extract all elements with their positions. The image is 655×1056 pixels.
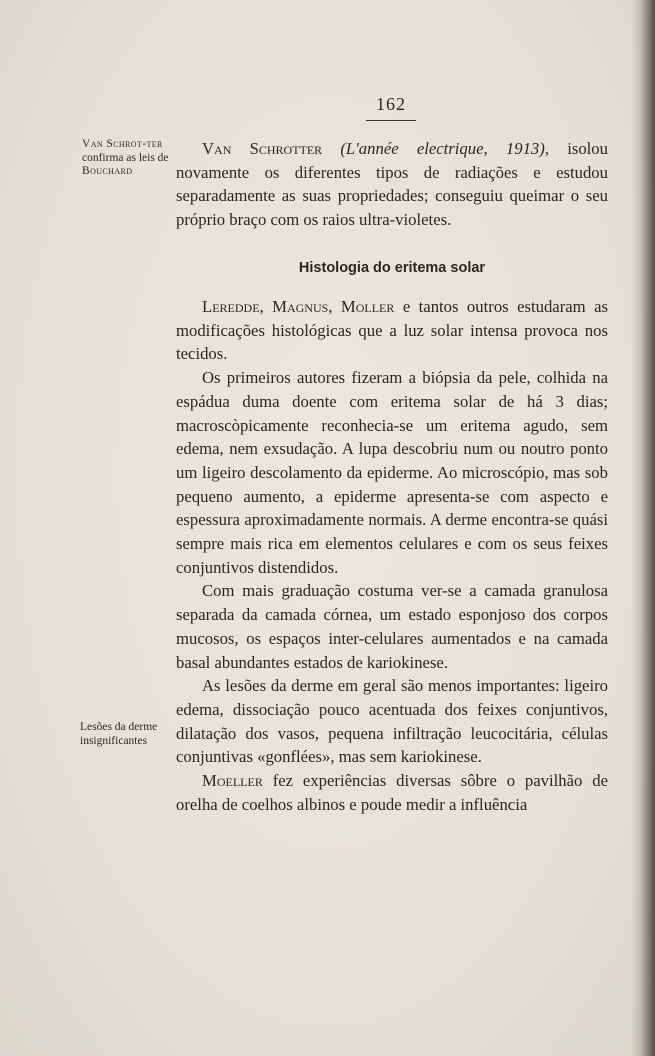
margin-note-lead: Van Schrot-ter	[82, 138, 163, 150]
author-names: Leredde, Magnus, Moller	[202, 297, 395, 316]
author-name: Moeller	[202, 771, 263, 791]
citation: (L'année electrique, 1913)	[340, 139, 545, 158]
paragraph-moeller	[176, 769, 608, 816]
book-spine-shadow	[631, 0, 655, 1056]
paragraph-biopsia: Os primeiros autores fizeram a biópsia da pele, colhida na espádua duma doente com eritema solar de há 3 dias; macroscòpicamente reconhecia-se um eritema agudo, sem edema, nem exsudação. A lupa descobriu num ou noutro ponto um ligeiro descolamento da epiderme. Ao microscópio, mas sob pequeno aumento, a epiderme apresenta-se com aspecto e espessura aproximadamente normais. A derme encontra-se quási sempre mais rica em elementos celulares e com os seus feixes conjuntivos distendidos.	[176, 368, 608, 577]
page-number-rule	[366, 120, 416, 121]
author-name: Van Schrotter	[202, 139, 323, 158]
paragraph-lesoes: As lesões da derme em geral são menos importantes: ligeiro edema, dissociação pouco acentuada dos feixes conjuntivos, dilatação dos vasos, pequena infiltração leucocitária, células conjuntivas «gonflées», mas sem kariokinese.	[176, 676, 608, 767]
paragraph-leredde	[176, 295, 608, 366]
paragraph-intro	[176, 137, 608, 232]
paragraph-text: fez experiências diversas sôbre o pavilhão de orelha de coelhos albinos e poude medir a influência	[176, 771, 608, 814]
paragraph-text: e tantos outros estudaram as modificações histológicas que a luz solar intensa provoca nos tecidos.	[176, 297, 608, 364]
page-number: 162	[376, 94, 406, 114]
margin-note-tail: Bouchard	[82, 165, 133, 177]
paragraph-text: , isolou novamente os diferentes tipos de radiações e estudou separadamente as suas propriedades; conseguiu queimar o seu próprio braço com os raios ultra-violetes.	[176, 139, 608, 230]
paragraph-graduacao: Com mais graduação costuma ver-se a camada granulosa separada da camada córnea, um estado esponjoso dos corpos mucosos, os espaços inter-celulares aumentados e na camada basal abundantes estados de kariokinese.	[176, 581, 608, 672]
section-heading: Histologia do eritema solar	[298, 260, 486, 276]
margin-note-text: Lesões da derme insignificantes	[80, 721, 158, 747]
margin-note-lesoes	[80, 721, 165, 748]
margin-note-van-schrotter	[82, 138, 170, 179]
margin-note-text: confirma as leis de	[82, 151, 169, 164]
section-body	[176, 295, 608, 816]
